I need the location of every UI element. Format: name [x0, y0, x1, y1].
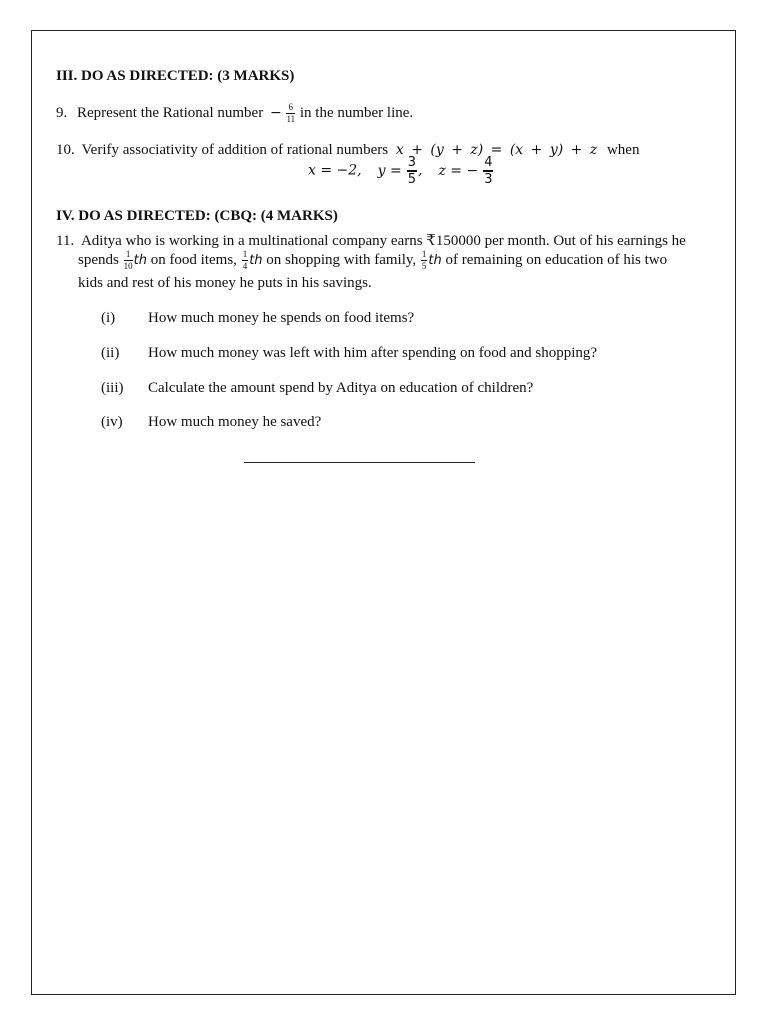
- q10-y-comma: ,: [418, 162, 423, 179]
- subq-text-1: How much money he spends on food items?: [148, 310, 415, 326]
- q11-th-3: th: [428, 252, 442, 268]
- subq-text-3: Calculate the amount spend by Aditya on education of children?: [148, 380, 534, 396]
- q10-when: when: [606, 142, 640, 158]
- q9-text-after: in the number line.: [299, 104, 414, 121]
- q9-number: 9.: [56, 104, 68, 121]
- q10-number: 10.: [56, 142, 75, 158]
- q11-line-2: [78, 250, 667, 271]
- subq-label-1: (i): [101, 310, 116, 326]
- q10-text: Verify associativity of addition of rational numbers: [81, 142, 389, 158]
- subq-label-3: (iii): [101, 380, 124, 396]
- q11-spends: spends: [78, 251, 119, 268]
- q11-f3-numerator: 1: [421, 249, 427, 259]
- q10-y-label: y =: [377, 162, 402, 179]
- q10-y-fraction: [407, 156, 417, 186]
- q10-z-fraction: [483, 156, 493, 186]
- q11-fraction-education: [421, 250, 428, 271]
- section-3-heading: III. DO AS DIRECTED: (3 MARKS): [56, 68, 295, 84]
- q11-th-2: th: [249, 252, 263, 268]
- q9-fraction: [286, 103, 295, 124]
- q10-z-label: z = −: [438, 162, 479, 179]
- q11-line-1-text: Aditya who is working in a multinational company earns ₹150000 per month. Out of his earnings he: [80, 233, 686, 249]
- q11-remaining-text: of remaining on education of his two: [445, 251, 668, 268]
- q11-shopping-text: on shopping with family,: [266, 251, 417, 268]
- q10-y-numerator: 3: [407, 155, 416, 170]
- q11-th-1: th: [133, 252, 147, 268]
- subq-label-4: (iv): [101, 414, 123, 430]
- question-9: [56, 103, 413, 124]
- q11-fraction-shopping: [242, 250, 249, 271]
- q11-line-3: kids and rest of his money he puts in his savings.: [78, 275, 372, 291]
- q10-y-denominator: 5: [407, 172, 416, 187]
- subq-text-4: How much money he saved?: [148, 414, 322, 430]
- q10-values: [308, 156, 494, 186]
- q10-z-denominator: 3: [484, 172, 493, 187]
- subq-label-2: (ii): [101, 345, 120, 361]
- q9-minus-sign: −: [269, 104, 282, 121]
- q11-f2-denominator: 4: [242, 261, 248, 271]
- q11-f3-denominator: 5: [421, 261, 427, 271]
- q10-identity: x + (y + z) = (x + y) + z: [395, 142, 598, 158]
- q10-x-value: x = −2,: [308, 162, 362, 179]
- section-4-heading: IV. DO AS DIRECTED: (CBQ: (4 MARKS): [56, 208, 338, 224]
- end-rule: [244, 462, 475, 463]
- q9-text-before: Represent the Rational number: [77, 104, 264, 121]
- q11-food-text: on food items,: [150, 251, 237, 268]
- q9-frac-denominator: 11: [286, 114, 296, 124]
- q10-z-numerator: 4: [484, 155, 493, 170]
- q11-f1-denominator: 10: [123, 261, 133, 271]
- subq-text-2: How much money was left with him after spending on food and shopping?: [148, 345, 598, 361]
- q11-line-1: [56, 231, 686, 250]
- q11-f1-numerator: 1: [124, 250, 133, 261]
- q11-f2-numerator: 1: [242, 249, 248, 259]
- q11-number: 11.: [56, 233, 75, 249]
- q11-fraction-food: [124, 250, 133, 271]
- q9-frac-numerator: 6: [286, 103, 295, 114]
